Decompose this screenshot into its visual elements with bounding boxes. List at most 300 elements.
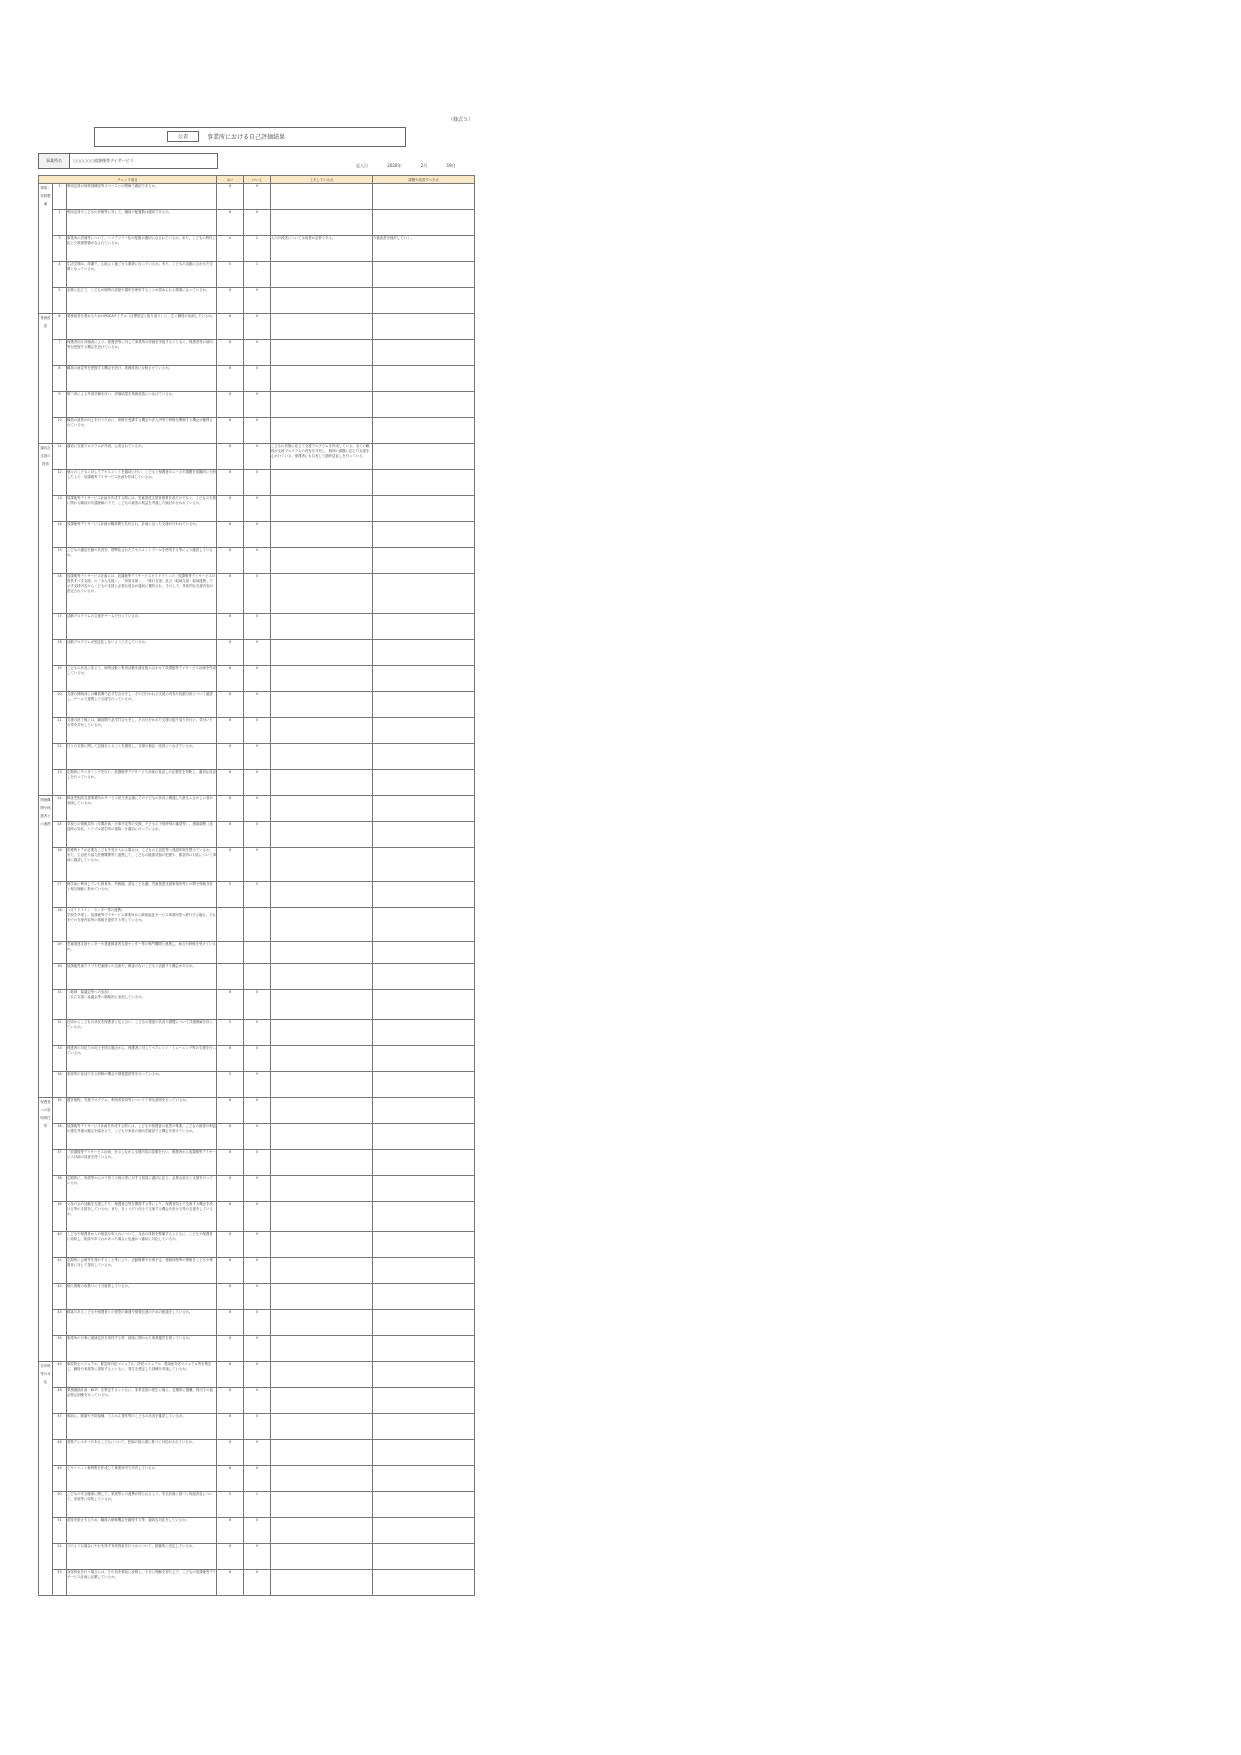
item-description: 放課後等デイサービス計画を作成する際には、こどもや保護者の意思の尊重、こどもの最善の利益の優先考慮の観点を踏まえて、こどもや家族の意向を確認する機会を設けているか。 xyxy=(67,1124,216,1133)
table-row xyxy=(39,1414,475,1440)
table-row xyxy=(39,1046,475,1072)
item-description: 放課後児童クラブや児童館との交流や、障害のないこどもと活動する機会があるか。 xyxy=(67,964,196,968)
no-count xyxy=(244,964,271,990)
issue-note xyxy=(373,1362,475,1388)
item-number: 29 xyxy=(53,942,67,964)
item-description: 利用定員やこどもの状態等に対して、職員の配置数は適切であるか。 xyxy=(67,210,173,214)
yes-count: 6 xyxy=(217,314,244,340)
issue-note xyxy=(373,184,475,210)
item-description: 事業所の行事に地域住民を招待する等、地域に開かれた事業運営を図っているか。 xyxy=(67,1336,193,1340)
item-text xyxy=(67,1440,217,1466)
issue-note xyxy=(373,1336,475,1362)
item-text xyxy=(67,770,217,796)
ingenuity-note xyxy=(271,848,373,882)
table-row xyxy=(39,496,475,522)
no-count: 0 xyxy=(244,822,271,848)
yes-count: 6 xyxy=(217,1440,244,1466)
ingenuity-note xyxy=(271,496,373,522)
no-count: 0 xyxy=(244,1466,271,1492)
issue-note xyxy=(373,444,475,470)
ingenuity-note xyxy=(271,990,373,1020)
item-description: 活動プログラムの立案をチームで行っているか。 xyxy=(67,614,142,618)
yes-count: 6 xyxy=(217,822,244,848)
no-count: 0 xyxy=(244,1124,271,1150)
item-text xyxy=(67,210,217,236)
item-description: 障害のあるこどもや保護者との意思の疎通や情報伝達のための配慮をしているか。 xyxy=(67,1310,193,1314)
yes-count: 6 xyxy=(217,1544,244,1570)
yes-count: 6 xyxy=(217,210,244,236)
document-title: 事業所における自己評価結果 xyxy=(207,134,286,141)
ingenuity-note xyxy=(271,1466,373,1492)
no-count: 0 xyxy=(244,1362,271,1388)
issue-note xyxy=(373,262,475,288)
header-no: いいえ xyxy=(244,176,271,184)
table-row xyxy=(39,848,475,882)
category-label: 適切な支援の提供 xyxy=(39,444,53,796)
table-row xyxy=(39,908,475,942)
ingenuity-note xyxy=(271,770,373,796)
item-number: 33 xyxy=(53,1046,67,1072)
item-description: 障害児相談支援事業所のサービス担当者会議にその子どもの状況に精通した最もふさわしい者が参画しているか。 xyxy=(67,796,213,805)
table-row xyxy=(39,1492,475,1518)
no-count: 0 xyxy=(244,1232,271,1258)
no-count: 2 xyxy=(244,236,271,262)
item-number: 19 xyxy=(53,666,67,692)
issue-note xyxy=(373,1440,475,1466)
yes-count: 6 xyxy=(217,548,244,574)
issue-note xyxy=(373,366,475,392)
table-row xyxy=(39,522,475,548)
item-description: 身体拘束を行う場合には、その旨を事前に説明し、十分に理解を得た上で、こどもの放課後等デイサービス計画に記載しているか。 xyxy=(67,1570,216,1579)
table-row xyxy=(39,366,475,392)
table-row xyxy=(39,314,475,340)
no-count: 0 xyxy=(244,340,271,366)
item-description: 事業所の設備等について、バリアフリー化の配慮が適切になされているか。また、こどもの特性に応じた環境整備がなされているか。 xyxy=(67,236,216,245)
issue-note xyxy=(373,744,475,770)
title-box xyxy=(94,127,406,147)
item-description: 事前に、服薬や予防接種、てんかん発作等のこどもの状況を確認しているか。 xyxy=(67,1414,186,1418)
office-field xyxy=(38,153,218,169)
no-count: 1 xyxy=(244,1492,271,1518)
item-description: 業務継続計画（BCP）を策定するとともに、非常災害の発生に備え、定期的に避難、救出その他必要な訓練を行っているか。 xyxy=(67,1388,213,1397)
item-number: 49 xyxy=(53,1466,67,1492)
issue-note xyxy=(373,574,475,614)
yes-count: 6 xyxy=(217,1046,244,1072)
item-description: ヒヤリハット事例集を作成して事業所内で共有しているか。 xyxy=(67,1466,159,1470)
issue-note xyxy=(373,496,475,522)
item-subheading: （ガイドライン センター等の連携） xyxy=(67,908,125,912)
issue-note xyxy=(373,1150,475,1176)
item-text xyxy=(67,236,217,262)
no-count: 0 xyxy=(244,1518,271,1544)
yes-count: 6 xyxy=(217,1362,244,1388)
table-row xyxy=(39,770,475,796)
item-number: 37 xyxy=(53,1150,67,1176)
item-text xyxy=(67,366,217,392)
issue-note xyxy=(373,1570,475,1596)
issue-note xyxy=(373,288,475,314)
date-label: 記入日 xyxy=(356,163,368,168)
item-description: 保護者向け評価表により、保護者等に対して事業所の評価を実施するとともに、保護者等の意向等を把握する機会を設けているか。 xyxy=(67,340,213,349)
item-number: 43 xyxy=(53,1310,67,1336)
table-row xyxy=(39,1310,475,1336)
office-name: ○○○○○○放課後等デイサービス xyxy=(73,158,134,163)
no-count: 0 xyxy=(244,848,271,882)
no-count: 1 xyxy=(244,262,271,288)
issue-note xyxy=(373,470,475,496)
yes-count: 6 xyxy=(217,990,244,1020)
item-number: 45 xyxy=(53,1362,67,1388)
no-count: 0 xyxy=(244,1150,271,1176)
table-row xyxy=(39,1518,475,1544)
issue-note xyxy=(373,1258,475,1284)
item-description: 放課後等デイサービス計画を作成する際には、児童発達支援管理責任者だけでなく、こどもの支援に関わる職員が共通理解の下で、こどもの最善の利益を考慮した検討が行われているか。 xyxy=(67,496,216,505)
item-number: 8 xyxy=(53,366,67,392)
item-text xyxy=(67,1388,217,1414)
yes-count: 6 xyxy=(217,1176,244,1202)
no-count: 0 xyxy=(244,1098,271,1124)
item-description: 児童発達支援センターや発達障害者支援センター等の専門機関と連携し、助言や研修を受けているか。 xyxy=(67,942,216,951)
item-description: 定期的に会報等を発行すること等により、活動概要や行事予定、連絡体制等の情報をこどもや保護者に対して発信しているか。 xyxy=(67,1258,213,1267)
no-count: 0 xyxy=(244,718,271,744)
yes-count: 5 xyxy=(217,1492,244,1518)
item-number: 2 xyxy=(53,210,67,236)
issue-note xyxy=(373,1232,475,1258)
item-number: 15 xyxy=(53,548,67,574)
yes-count: 6 xyxy=(217,1466,244,1492)
item-text xyxy=(67,614,217,640)
no-count: 0 xyxy=(244,666,271,692)
yes-count: 6 xyxy=(217,340,244,366)
item-text xyxy=(67,314,217,340)
issue-note xyxy=(373,1310,475,1336)
item-description: 就学前に利用していた保育所、幼稚園、認定こども園、児童発達支援事業所等との間で情報共有と相互理解に努めているか。 xyxy=(67,882,213,891)
item-text xyxy=(67,796,217,822)
item-description: 生活空間は、清潔で、心地よく過ごせる環境になっているか。また、こどもの活動に合わせた空間となっているか。 xyxy=(67,262,213,271)
item-text xyxy=(67,392,217,418)
ingenuity-note xyxy=(271,1284,373,1310)
item-text xyxy=(67,1492,217,1518)
item-description: 医療的ケアが必要なこどもを受け入れる場合は、こどもの主治医等と連絡体制を整えているか。また、主治医や協力医療機関等と連携して、こどもの健康状態の把握や、緊急時の対応について事前に確認しているか。 xyxy=(67,848,216,862)
issue-note xyxy=(373,210,475,236)
item-text xyxy=(67,1362,217,1388)
no-count: 0 xyxy=(244,574,271,614)
item-description: 支援の終了後には、職員間で必ず打合せをし、その日行われた支援の振り返りを行い、気付いた点等を共有しているか。 xyxy=(67,718,213,727)
yes-count: 5 xyxy=(217,262,244,288)
date-day: 19日 xyxy=(446,163,456,168)
item-text xyxy=(67,1258,217,1284)
category-label: 環境・体制整備 xyxy=(39,184,53,314)
item-text xyxy=(67,1466,217,1492)
item-text xyxy=(67,522,217,548)
item-description: 個々のこどもに対してアセスメントを適切に行い、こどもと保護者のニーズや課題を客観的に分析した上で、放課後等デイサービス計画を作成しているか。 xyxy=(67,470,216,479)
item-text xyxy=(67,964,217,990)
yes-count: 6 xyxy=(217,692,244,718)
item-description: 職員の意見等を把握する機会を設け、業務改善に反映させているか。 xyxy=(67,366,172,370)
issue-note xyxy=(373,1124,475,1150)
ingenuity-note: 入口の段差については改善が必要である。 xyxy=(271,236,373,262)
item-description: 事故防止マニュアル、緊急時対応マニュアル、防犯マニュアル、感染症対応マニュアル等を策定し、職員や家族等に周知するとともに、発生を想定した訓練を実施しているか。 xyxy=(67,1362,212,1371)
no-count: 0 xyxy=(244,184,271,210)
ingenuity-note xyxy=(271,882,373,908)
ingenuity-note xyxy=(271,1098,373,1124)
table-row xyxy=(39,340,475,366)
checklist-table xyxy=(38,175,475,1596)
table-row xyxy=(39,640,475,666)
issue-note xyxy=(373,548,475,574)
issue-note xyxy=(373,942,475,964)
no-count: 0 xyxy=(244,1202,271,1232)
ingenuity-note xyxy=(271,796,373,822)
ingenuity-note xyxy=(271,1544,373,1570)
issue-note xyxy=(373,418,475,444)
item-number: 10 xyxy=(53,418,67,444)
ingenuity-note xyxy=(271,574,373,614)
table-row xyxy=(39,470,475,496)
ingenuity-note xyxy=(271,1362,373,1388)
item-description: 日々の支援に関して記録をとることを徹底し、支援の検証・改善につなげているか。 xyxy=(67,744,196,748)
ingenuity-note xyxy=(271,1258,373,1284)
issue-note xyxy=(373,1020,475,1046)
item-text xyxy=(67,1202,217,1232)
item-description: 虐待を防止するため、職員の研修機会を確保する等、適切な対応をしているか。 xyxy=(67,1518,189,1522)
header-yes: はい xyxy=(217,176,244,184)
no-count: 0 xyxy=(244,314,271,340)
no-count: 0 xyxy=(244,770,271,796)
ingenuity-note xyxy=(271,1150,373,1176)
ingenuity-note xyxy=(271,718,373,744)
table-row xyxy=(39,1202,475,1232)
table-row xyxy=(39,942,475,964)
issue-note xyxy=(373,1466,475,1492)
yes-count: 4 xyxy=(217,236,244,262)
item-text xyxy=(67,184,217,210)
item-number: 48 xyxy=(53,1440,67,1466)
table-row xyxy=(39,744,475,770)
item-text xyxy=(67,882,217,908)
issue-note xyxy=(373,796,475,822)
item-text xyxy=(67,908,217,942)
item-description: 業務改善を進めるためのPDCAサイクル（目標設定と振り返り）に、広く職員が参画しているか。 xyxy=(67,314,215,318)
item-number: 21 xyxy=(53,718,67,744)
ingenuity-note xyxy=(271,184,373,210)
yes-count: 6 xyxy=(217,1098,244,1124)
item-number: 50 xyxy=(53,1492,67,1518)
item-text xyxy=(67,496,217,522)
item-number: 28 xyxy=(53,908,67,942)
issue-note xyxy=(373,1414,475,1440)
table-row xyxy=(39,392,475,418)
issue-note xyxy=(373,614,475,640)
issue-note xyxy=(373,666,475,692)
ingenuity-note xyxy=(271,210,373,236)
yes-count: 6 xyxy=(217,366,244,392)
issue-note xyxy=(373,522,475,548)
item-number: 40 xyxy=(53,1232,67,1258)
yes-count: 6 xyxy=(217,1258,244,1284)
item-text xyxy=(67,1072,217,1098)
issue-note xyxy=(373,640,475,666)
table-row xyxy=(39,1362,475,1388)
no-count: 5 xyxy=(244,1072,271,1098)
issue-note xyxy=(373,1544,475,1570)
table-row xyxy=(39,236,475,262)
category-label: 業務改善 xyxy=(39,314,53,444)
table-row xyxy=(39,718,475,744)
no-count: 5 xyxy=(244,882,271,908)
header-check-item: チェック項目 xyxy=(39,176,217,184)
yes-count: 6 xyxy=(217,392,244,418)
ingenuity-note xyxy=(271,288,373,314)
item-number: 46 xyxy=(53,1388,67,1414)
yes-count: 6 xyxy=(217,1414,244,1440)
ingenuity-note xyxy=(271,1336,373,1362)
issue-note xyxy=(373,1284,475,1310)
ingenuity-note xyxy=(271,1176,373,1202)
no-count: 0 xyxy=(244,392,271,418)
ingenuity-note xyxy=(271,522,373,548)
item-number: 39 xyxy=(53,1202,67,1232)
yes-count: 6 xyxy=(217,744,244,770)
yes-count: 6 xyxy=(217,574,244,614)
no-count: 0 xyxy=(244,1310,271,1336)
item-description: 必要に応じて、こどもが個別の部屋や場所を使用することが認められる環境になっているか。 xyxy=(67,288,210,292)
item-text xyxy=(67,1176,217,1202)
item-subheading: （地域 協議会等への参加） xyxy=(67,990,112,994)
table-row xyxy=(39,1098,475,1124)
ingenuity-note xyxy=(271,1414,373,1440)
issue-note xyxy=(373,1492,475,1518)
no-count: 0 xyxy=(244,1176,271,1202)
item-number: 13 xyxy=(53,496,67,522)
yes-count: 5 xyxy=(217,1020,244,1046)
entry-date xyxy=(356,163,474,169)
issue-note xyxy=(373,392,475,418)
yes-count: 6 xyxy=(217,770,244,796)
no-count xyxy=(244,908,271,942)
yes-count: 6 xyxy=(217,1336,244,1362)
no-count: 0 xyxy=(244,744,271,770)
ingenuity-note xyxy=(271,392,373,418)
yes-count: 6 xyxy=(217,418,244,444)
category-label: 関係機関や保護者との連携 xyxy=(39,796,53,1098)
yes-count xyxy=(217,908,244,942)
table-row xyxy=(39,574,475,614)
yes-count xyxy=(217,964,244,990)
no-count: 0 xyxy=(244,418,271,444)
issue-note xyxy=(373,692,475,718)
ingenuity-note xyxy=(271,666,373,692)
table-row xyxy=(39,1570,475,1596)
yes-count: 6 xyxy=(217,444,244,470)
item-number: 20 xyxy=(53,692,67,718)
item-description: 利用定員が指導訓練室等スペースとの関係で適切であるか。 xyxy=(67,184,159,188)
yes-count: 6 xyxy=(217,184,244,210)
item-description: 職員の資質の向上を行うために、研修を受講する機会や法人内等で研修を開催する機会が確保されているか。 xyxy=(67,418,213,427)
item-description: 保護者の対応力の向上を図る観点から、保護者に対してペアレント・トレーニング等の支援を行っているか。 xyxy=(67,1046,216,1055)
no-count: 0 xyxy=(244,1258,271,1284)
item-number: 34 xyxy=(53,1072,67,1098)
item-description: 定期的に、家族等からの子育ての悩み等に対する相談に適切に応じ、必要な助言と支援を行っているか。 xyxy=(67,1176,213,1185)
item-number: 1 xyxy=(53,184,67,210)
table-row xyxy=(39,822,475,848)
yes-count: 6 xyxy=(217,666,244,692)
no-count: 0 xyxy=(244,1414,271,1440)
item-description: （自立支援）協議会等へ積極的に参加しているか。 xyxy=(67,995,145,999)
item-text xyxy=(67,640,217,666)
issue-note xyxy=(373,1046,475,1072)
yes-count: 6 xyxy=(217,1202,244,1232)
table-row xyxy=(39,210,475,236)
issue-note xyxy=(373,1202,475,1232)
ingenuity-note xyxy=(271,1570,373,1596)
no-count: 0 xyxy=(244,692,271,718)
ingenuity-note xyxy=(271,1072,373,1098)
publication-tag: 公表 xyxy=(167,131,199,142)
yes-count: 6 xyxy=(217,1232,244,1258)
table-row xyxy=(39,444,475,470)
no-count: 0 xyxy=(244,288,271,314)
table-row xyxy=(39,614,475,640)
item-text xyxy=(67,1098,217,1124)
table-row xyxy=(39,1124,475,1150)
item-description: 第三者による外部評価を行い、評価結果を業務改善につなげているか。 xyxy=(67,392,176,396)
header-ingenuity: 工夫している点 xyxy=(271,176,373,184)
yes-count xyxy=(217,942,244,964)
no-count: 0 xyxy=(244,640,271,666)
item-description: 個人情報の取扱いに十分留意しているか。 xyxy=(67,1284,132,1288)
yes-count: 6 xyxy=(217,796,244,822)
no-count: 0 xyxy=(244,1544,271,1570)
item-number: 53 xyxy=(53,1570,67,1596)
item-number: 4 xyxy=(53,262,67,288)
issue-note: 今後改善を検討していく。 xyxy=(373,236,475,262)
item-text xyxy=(67,1150,217,1176)
no-count: 0 xyxy=(244,1388,271,1414)
ingenuity-note xyxy=(271,1388,373,1414)
item-text xyxy=(67,744,217,770)
yes-count: 6 xyxy=(217,496,244,522)
no-count: 0 xyxy=(244,1284,271,1310)
item-description: 父母の会の活動を支援したり、保護者会等を開催する等により、保護者同士で交流する機会を設ける等の支援をしているか。また、きょうだい同士で交流する機会を設ける等の支援をしているか。 xyxy=(67,1202,213,1216)
item-text xyxy=(67,1570,217,1596)
ingenuity-note xyxy=(271,314,373,340)
no-count: 0 xyxy=(244,1046,271,1072)
table-row xyxy=(39,964,475,990)
item-text xyxy=(67,822,217,848)
no-count: 0 xyxy=(244,522,271,548)
item-number: 36 xyxy=(53,1124,67,1150)
table-row xyxy=(39,1544,475,1570)
table-row xyxy=(39,1176,475,1202)
item-description: こどもの安全確保に関して、家族等との連携が図られるよう、安全計画に基づく取組内容について、家族等に周知しているか。 xyxy=(67,1492,213,1501)
yes-count: 6 xyxy=(217,718,244,744)
issue-note xyxy=(373,964,475,990)
table-row xyxy=(39,1232,475,1258)
item-number: 31 xyxy=(53,990,67,1020)
table-header xyxy=(39,176,475,184)
yes-count: 6 xyxy=(217,1388,244,1414)
table-row xyxy=(39,288,475,314)
no-count: 0 xyxy=(244,496,271,522)
item-number: 7 xyxy=(53,340,67,366)
item-text xyxy=(67,288,217,314)
item-number: 18 xyxy=(53,640,67,666)
category-label: 保護者への説明責任等 xyxy=(39,1098,53,1362)
yes-count: 6 xyxy=(217,522,244,548)
table-row xyxy=(39,1150,475,1176)
item-number: 52 xyxy=(53,1544,67,1570)
